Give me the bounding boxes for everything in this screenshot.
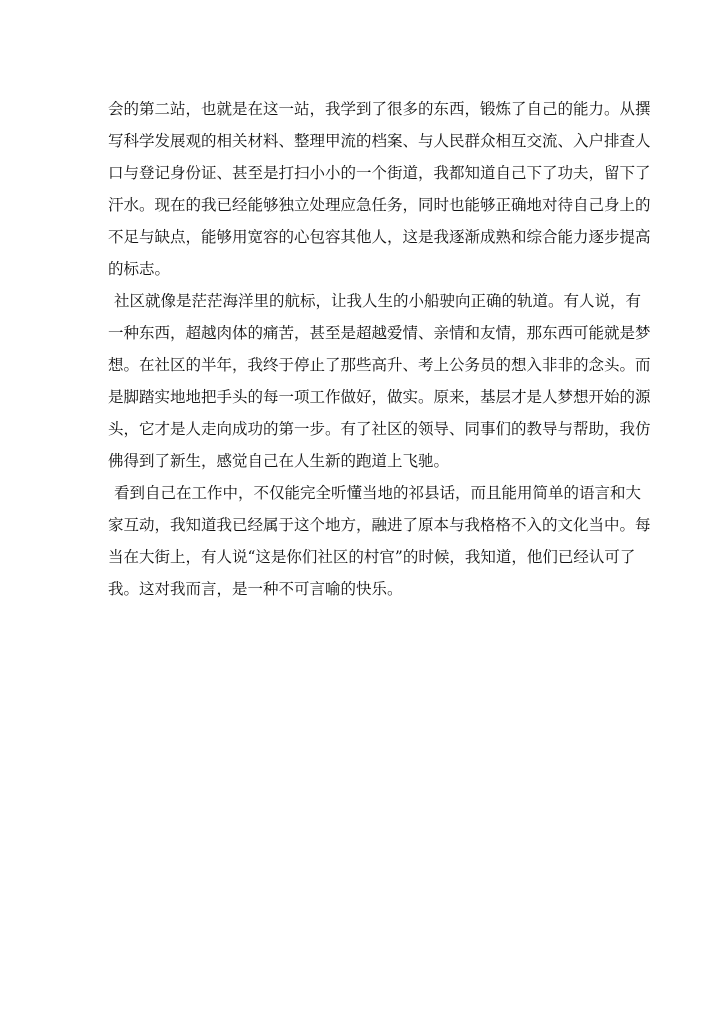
paragraph-3 bbox=[108, 477, 651, 605]
text-line: 会的第二站，也就是在这一站，我学到了很多的东西，锻炼了自己的能力。从撰 bbox=[108, 100, 651, 118]
paragraph-2 bbox=[108, 285, 651, 477]
paragraph-1 bbox=[108, 93, 651, 285]
text-line: 一种东西，超越肉体的痛苦，甚至是超越爱情、亲情和友情，那东西可能就是梦 bbox=[108, 324, 651, 342]
text-line: 汗水。现在的我已经能够独立处理应急任务，同时也能够正确地对待自己身上的 bbox=[108, 196, 651, 214]
text-line: 家互动，我知道我已经属于这个地方，融进了原本与我格格不入的文化当中。每 bbox=[108, 516, 651, 534]
text-line: 头，它才是人走向成功的第一步。有了社区的领导、同事们的教导与帮助，我仿 bbox=[108, 420, 651, 438]
text-line: 当在大街上，有人说“这是你们社区的村官”的时候，我知道，他们已经认可了 bbox=[108, 548, 636, 566]
text-line: 社区就像是茫茫海洋里的航标，让我人生的小船驶向正确的轨道。有人说，有 bbox=[114, 292, 642, 310]
document-body bbox=[108, 93, 651, 605]
text-line: 不足与缺点，能够用宽容的心包容其他人，这是我逐渐成熟和综合能力逐步提高 bbox=[108, 228, 651, 246]
text-line: 我。这对我而言，是一种不可言喻的快乐。 bbox=[108, 580, 403, 598]
text-line: 是脚踏实地地把手头的每一项工作做好，做实。原来，基层才是人梦想开始的源 bbox=[108, 388, 651, 406]
text-line: 的标志。 bbox=[108, 260, 171, 278]
text-line: 佛得到了新生，感觉自己在人生新的跑道上飞驰。 bbox=[108, 452, 450, 470]
text-line: 看到自己在工作中，不仅能完全听懂当地的祁县话，而且能用简单的语言和大 bbox=[114, 484, 642, 502]
text-line: 想。在社区的半年，我终于停止了那些高升、考上公务员的想入非非的念头。而 bbox=[108, 356, 651, 374]
text-line: 口与登记身份证、甚至是打扫小小的一个街道，我都知道自己下了功夫，留下了 bbox=[108, 164, 651, 182]
text-line: 写科学发展观的相关材料、整理甲流的档案、与人民群众相互交流、入户排查人 bbox=[108, 132, 651, 150]
